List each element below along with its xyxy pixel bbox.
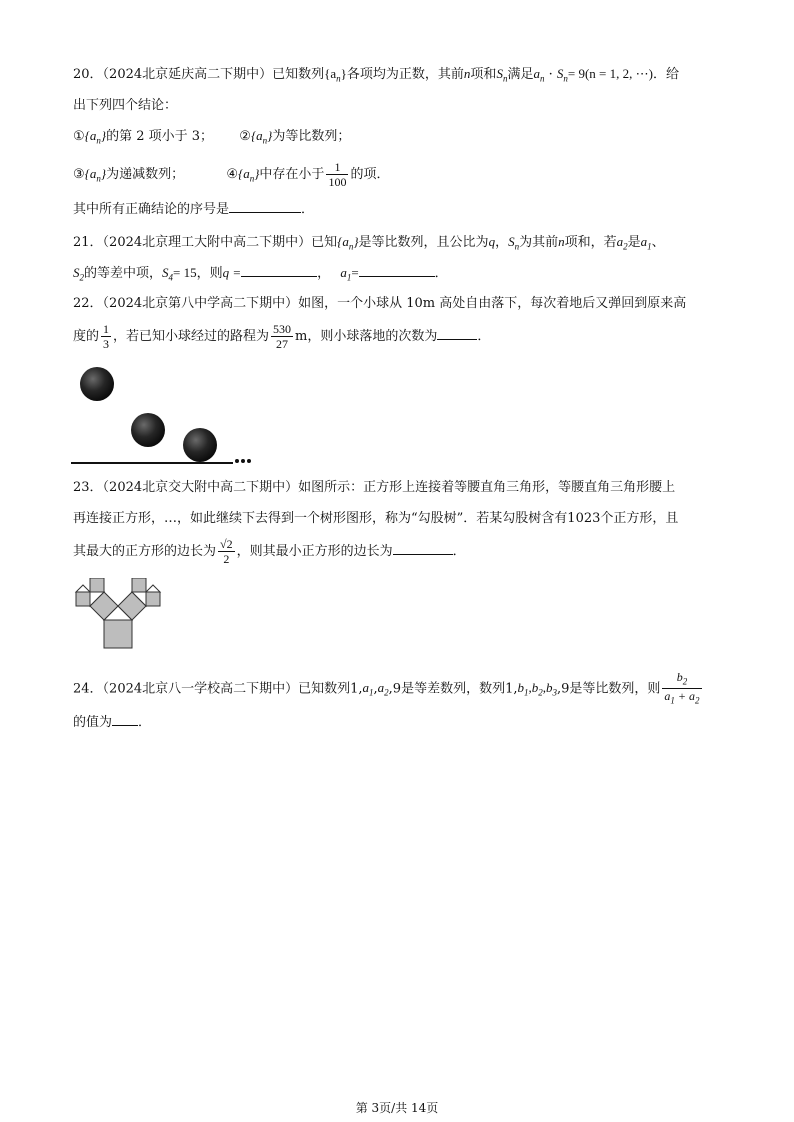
fraction-530-27: $\frac{530}{27}$ <box>273 322 292 351</box>
ball-icon <box>131 413 165 447</box>
q24-line2: 的值为 ． <box>73 715 152 730</box>
q22-line1: 22．（2024北京第八中学高二下期中）如图，一个小球从 10m 高处自由落下，每次着地后又弹回到原来高 <box>73 296 687 311</box>
q23-line3: 其最大的正方形的边长为 $\frac{√2}{2}$ ，则其最小正方形的边长为 ． <box>73 537 466 566</box>
q20-ask: 其中所有正确结论的序号是 ． <box>73 202 315 217</box>
q24-line1: 24．（2024北京八一学校高二下期中）已知数列$1,a_1,a_2,9$是等差数列，数列$1,b_1,b_2,b_3,9$是等比数列，则 $\frac{b_2}{a_1 + a_2}$ <box>73 670 700 706</box>
ball-icon <box>80 367 114 401</box>
answer-blank[interactable] <box>112 713 138 726</box>
q21-line2: $S_2$的等差中项，$S_4= 15$，则q = ， $a_1=$ ． <box>73 265 448 283</box>
fraction-b2-a1a2: $\frac{b_2}{a_1 + a_2}$ <box>664 670 700 706</box>
answer-blank-a1[interactable] <box>359 264 435 277</box>
q23-line1: 23．（2024北京交大附中高二下期中）如图所示：正方形上连接着等腰直角三角形，等腰直角三角形腰上 <box>73 480 676 495</box>
q21-line1: 21．（2024北京理工大附中高二下期中）已知$\{a_n\}$是等比数列，且公比为q，$S_n$为其前n项和，若$a_2$是$a_1$、 <box>73 234 665 252</box>
fraction-1-100: $\frac{1}{100}$ <box>328 160 347 189</box>
q22-line2: 度的 $\frac{1}{3}$ ，若已知小球经过的路程为 $\frac{530}{27}$ m，则小球落地的次数为 ． <box>73 322 491 351</box>
largest-square <box>104 620 132 648</box>
pythagoras-tree-figure <box>72 578 164 652</box>
q23-line2: 再连接正方形，…，如此继续下去得到一个树形图形，称为“勾股树”．若某勾股树含有1023个正方形，且 <box>73 511 679 526</box>
answer-blank[interactable] <box>229 200 301 213</box>
ball-icon <box>183 428 217 462</box>
fraction-1-3: $\frac{1}{3}$ <box>103 322 110 351</box>
answer-blank[interactable] <box>393 542 453 555</box>
q20-line2: 出下列四个结论： <box>73 98 178 113</box>
answer-blank[interactable] <box>437 327 477 340</box>
fraction-sqrt2-2: $\frac{√2}{2}$ <box>220 537 233 566</box>
q20-conclusions-12: $①\{a_n\}$的第 2 项小于 3； $②\{a_n\}$为等比数列； <box>73 128 351 146</box>
bouncing-ball-figure <box>66 360 266 470</box>
q20-conclusions-34: $③\{a_n\}$为递减数列； $④\{a_n\}$中存在小于 $\frac{1}{100}$ 的项． <box>73 160 390 189</box>
answer-blank-q[interactable] <box>241 264 317 277</box>
page-footer: 第 3页/共 14页 <box>355 1101 439 1115</box>
q20-line1: 20．（2024北京延庆高二下期中）已知数列$\{a_n\}$各项均为正数，其前n项和$S_n$满足$a_n \cdot S_n= 9(n = 1$, 2, ⋯)．给 <box>73 66 679 84</box>
